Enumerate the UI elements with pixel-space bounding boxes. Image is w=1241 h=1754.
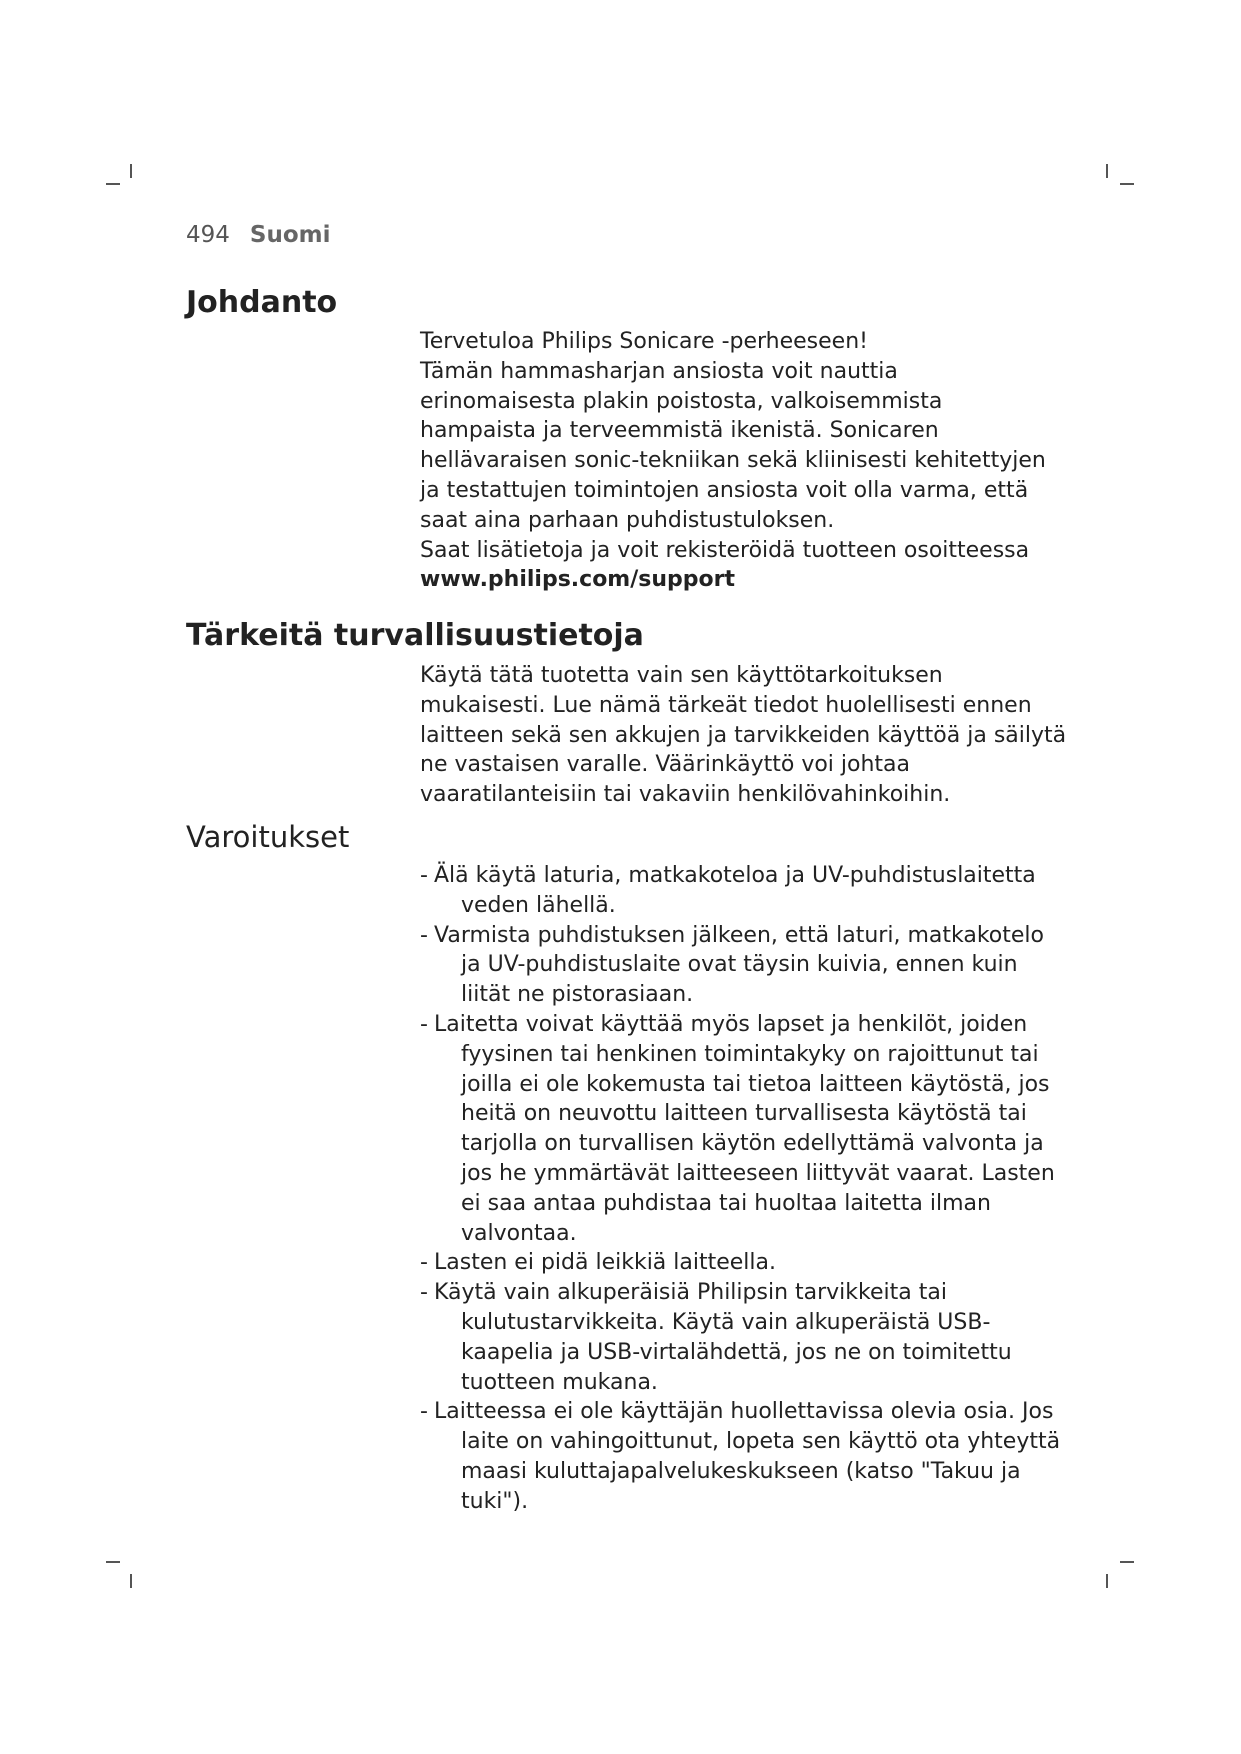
warning-text: Älä käytä laturia, matkakoteloa ja UV-puhdistuslaitetta veden lähellä. <box>434 863 1036 918</box>
warnings-list <box>420 861 1070 1517</box>
intro-line: ja testattujen toimintojen ansiosta voit olla varma, että <box>420 477 1029 503</box>
safety-line: vaaratilanteisiin tai vakaviin henkilövahinkoihin. <box>420 782 951 808</box>
warning-item: - Varmista puhdistuksen jälkeen, että laturi, matkakotelo ja UV-puhdistuslaite ovat täysin kuivia, ennen kuin liität ne pistorasiaan. <box>420 922 1044 1008</box>
warning-text: Käytä vain alkuperäisiä Philipsin tarvikkeita tai kulutustarvikkeita. Käytä vain alkuperäistä USB-kaapelia ja USB-virtalähdettä, jos ne on toimitettu tuotteen mukana. <box>434 1280 1012 1395</box>
crop-mark-top-right-v <box>1106 164 1108 178</box>
warning-item: - Käytä vain alkuperäisiä Philipsin tarvikkeita tai kulutustarvikkeita. Käytä vain alkuperäistä USB-kaapelia ja USB-virtalähdettä, jos ne on toimitettu tuotteen mukana. <box>420 1280 1012 1395</box>
crop-mark-top-left-v <box>130 164 132 178</box>
safety-line: mukaisesti. Lue nämä tärkeät tiedot huolellisesti ennen <box>420 692 1032 718</box>
warning-item: - Laitetta voivat käyttää myös lapset ja henkilöt, joiden fyysinen tai henkinen toimintakyky on rajoittunut tai joilla ei ole kokemusta tai tietoa laitteen käytöstä, jos heitä on neuvottu laitteen turvallisesta käytöstä tai tarjolla on turvallisen käytön edellyttämä valvonta ja jos he ymmärtävät laitteeseen liittyvät vaarat. Lasten ei saa antaa puhdistaa tai huoltaa laitetta ilman valvontaa. <box>420 1011 1055 1246</box>
page-number: 494 <box>186 222 230 248</box>
warning-text: Laitetta voivat käyttää myös lapset ja henkilöt, joiden fyysinen tai henkinen toimintakyky on rajoittunut tai joilla ei ole kokemusta tai tietoa laitteen käytöstä, jos heitä on neuvottu laitteen turvallisesta käytöstä tai tarjolla on turvallisen käytön edellyttämä valvonta ja jos he ymmärtävät laitteeseen liittyvät vaarat. Lasten ei saa antaa puhdistaa tai huoltaa laitetta ilman valvontaa. <box>434 1011 1055 1246</box>
language-label: Suomi <box>249 222 331 248</box>
heading-introduction: Johdanto <box>186 285 338 320</box>
crop-mark-top-right-h <box>1120 183 1134 185</box>
warning-text: Laitteessa ei ole käyttäjän huollettavissa olevia osia. Jos laite on vahingoittunut, lopeta sen käyttö ota yhteyttä maasi kuluttajapalvelukeskukseen (katso "Takuu ja tuki"). <box>434 1399 1061 1514</box>
warning-item: - Lasten ei pidä leikkiä laitteella. <box>420 1250 777 1276</box>
intro-line: Tervetuloa Philips Sonicare -perheeseen! <box>420 329 868 354</box>
heading-warnings: Varoitukset <box>186 820 350 854</box>
crop-mark-bottom-right-v <box>1106 1574 1108 1588</box>
introduction-text <box>420 327 1070 595</box>
crop-mark-bottom-right-h <box>1120 1561 1134 1563</box>
intro-line: erinomaisesta plakin poistosta, valkoisemmista <box>420 388 943 414</box>
safety-line: Käytä tätä tuotetta vain sen käyttötarkoituksen <box>420 663 943 688</box>
intro-line: hellävaraisen sonic-tekniikan sekä kliinisesti kehitettyjen <box>420 448 1046 474</box>
intro-line: Saat lisätietoja ja voit rekisteröidä tuotteen osoitteessa <box>420 537 1030 563</box>
warning-item: - Laitteessa ei ole käyttäjän huollettavissa olevia osia. Jos laite on vahingoittunut, lopeta sen käyttö ota yhteyttä maasi kuluttajapalvelukeskukseen (katso "Takuu ja tuki"). <box>420 1399 1061 1514</box>
warning-text: Lasten ei pidä leikkiä laitteella. <box>434 1250 777 1276</box>
safety-text <box>420 661 1070 810</box>
support-url: www.philips.com/support <box>420 567 736 593</box>
page-header <box>186 222 331 248</box>
crop-mark-top-left-h <box>106 183 120 185</box>
warning-item: - Älä käytä laturia, matkakoteloa ja UV-puhdistuslaitetta veden lähellä. <box>420 863 1036 918</box>
crop-mark-bottom-left-v <box>130 1574 132 1588</box>
safety-line: ne vastaisen varalle. Väärinkäyttö voi johtaa <box>420 752 911 778</box>
intro-line: Tämän hammasharjan ansiosta voit nauttia <box>420 358 898 384</box>
heading-safety: Tärkeitä turvallisuustietoja <box>186 618 644 653</box>
crop-mark-bottom-left-h <box>106 1561 120 1563</box>
warning-text: Varmista puhdistuksen jälkeen, että laturi, matkakotelo ja UV-puhdistuslaite ovat täysin kuivia, ennen kuin liität ne pistorasiaan. <box>434 922 1044 1008</box>
intro-line: saat aina parhaan puhdistustuloksen. <box>420 507 835 533</box>
intro-line: hampaista ja terveemmistä ikenistä. Sonicaren <box>420 418 939 444</box>
safety-line: laitteen sekä sen akkujen ja tarvikkeiden käyttöä ja säilytä <box>420 722 1067 748</box>
